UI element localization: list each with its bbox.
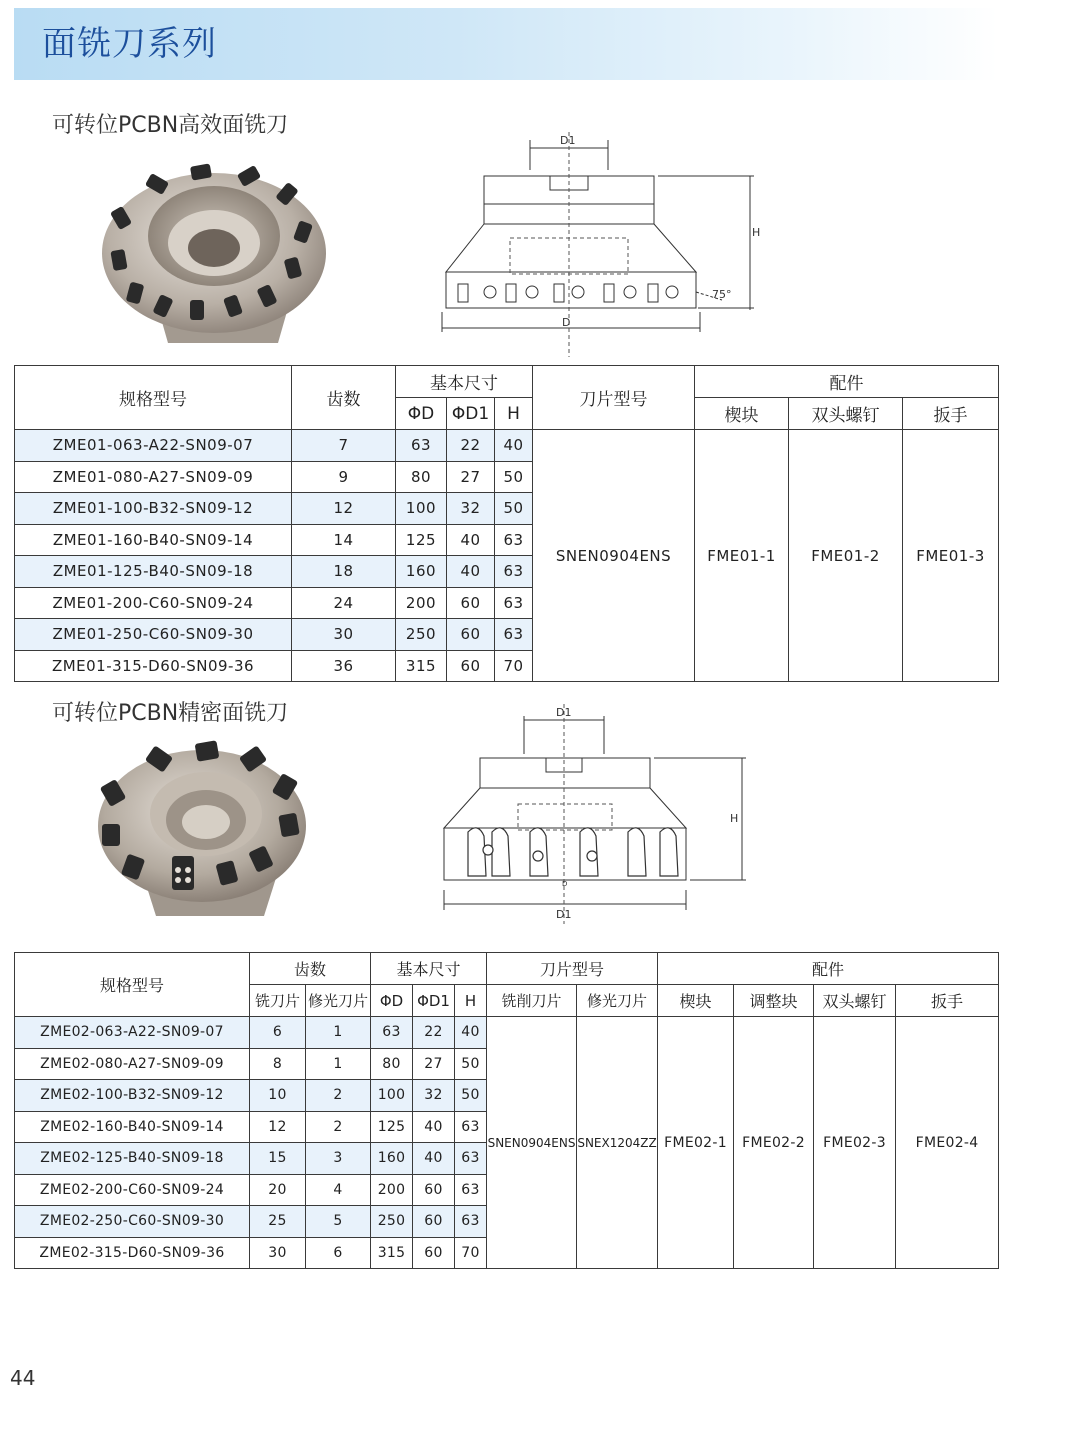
cell-d1: 27	[447, 461, 495, 493]
cell-h: 63	[455, 1111, 487, 1143]
drawing1-label-d1: D1	[560, 134, 576, 147]
cell-model: ZME01-063-A22-SN09-07	[15, 430, 292, 462]
cell-h: 50	[455, 1048, 487, 1080]
header-h: H	[495, 398, 533, 430]
cell-teeth: 7	[292, 430, 396, 462]
cell-wrench: FME01-3	[903, 430, 999, 682]
cell-d: 315	[396, 650, 447, 682]
drawing1-label-angle: 75°	[712, 288, 732, 301]
cell-wiper-insert: SNEX1204ZZ	[577, 1017, 658, 1269]
header-model: 规格型号	[15, 953, 250, 1017]
cell-d: 125	[371, 1111, 413, 1143]
cell-d: 160	[396, 556, 447, 588]
header-wiper-insert-count: 修光刀片	[306, 985, 371, 1017]
cell-model: ZME01-080-A27-SN09-09	[15, 461, 292, 493]
header-h: H	[455, 985, 487, 1017]
header-wedge: 楔块	[658, 985, 734, 1017]
cell-d1: 27	[413, 1048, 455, 1080]
table-row	[15, 1017, 999, 1049]
cell-model: ZME01-160-B40-SN09-14	[15, 524, 292, 556]
header-teeth: 齿数	[292, 366, 396, 430]
cell-model: ZME01-200-C60-SN09-24	[15, 587, 292, 619]
header-insert: 刀片型号	[487, 953, 658, 985]
cell-model: ZME01-100-B32-SN09-12	[15, 493, 292, 525]
cell-h: 50	[495, 493, 533, 525]
header-adjust: 调整块	[734, 985, 814, 1017]
cell-teeth: 24	[292, 587, 396, 619]
cell-wiper-count: 6	[306, 1237, 371, 1269]
cell-d: 250	[396, 619, 447, 651]
cell-d: 63	[371, 1017, 413, 1049]
cell-model: ZME01-250-C60-SN09-30	[15, 619, 292, 651]
cell-model: ZME02-160-B40-SN09-14	[15, 1111, 250, 1143]
cell-model: ZME02-250-C60-SN09-30	[15, 1206, 250, 1238]
cell-model: ZME02-080-A27-SN09-09	[15, 1048, 250, 1080]
cell-d: 200	[371, 1174, 413, 1206]
cell-wedge: FME01-1	[695, 430, 789, 682]
header-phi-d1: ΦD1	[447, 398, 495, 430]
cell-h: 63	[495, 587, 533, 619]
cell-d1: 60	[447, 650, 495, 682]
cell-d: 160	[371, 1143, 413, 1175]
section1-title: 可转位PCBN高效面铣刀	[52, 113, 289, 138]
face-mill-photo-1	[98, 158, 330, 348]
cell-h: 70	[455, 1237, 487, 1269]
cell-d1: 32	[413, 1080, 455, 1112]
header-basic-dims: 基本尺寸	[396, 366, 533, 398]
cell-h: 63	[455, 1174, 487, 1206]
cell-d1: 60	[447, 587, 495, 619]
cell-mill-count: 6	[250, 1017, 306, 1049]
cell-wiper-count: 2	[306, 1111, 371, 1143]
cell-h: 63	[455, 1143, 487, 1175]
table-row	[15, 430, 999, 462]
drawing2-label-d1-top: D1	[556, 706, 572, 719]
cell-d1: 40	[413, 1143, 455, 1175]
cell-d: 100	[371, 1080, 413, 1112]
cell-d1: 40	[447, 524, 495, 556]
section2-title: 可转位PCBN精密面铣刀	[52, 701, 289, 726]
cell-model: ZME02-200-C60-SN09-24	[15, 1174, 250, 1206]
cell-d: 250	[371, 1206, 413, 1238]
cell-screw: FME01-2	[789, 430, 903, 682]
cell-d1: 32	[447, 493, 495, 525]
cell-d: 200	[396, 587, 447, 619]
drawing2-label-d1-bottom: D1	[556, 908, 572, 921]
cell-model: ZME01-125-B40-SN09-18	[15, 556, 292, 588]
cell-d: 63	[396, 430, 447, 462]
cell-d1: 40	[413, 1111, 455, 1143]
cell-d1: 40	[447, 556, 495, 588]
cell-wedge: FME02-1	[658, 1017, 734, 1269]
page-number: 44	[10, 1366, 36, 1390]
technical-drawing-1	[432, 132, 772, 357]
header-screw: 双头螺钉	[814, 985, 896, 1017]
page-title: 面铣刀系列	[42, 24, 217, 64]
header-accessories: 配件	[695, 366, 999, 398]
cell-mill-count: 20	[250, 1174, 306, 1206]
cell-d1: 60	[447, 619, 495, 651]
cell-wrench: FME02-4	[896, 1017, 999, 1269]
cell-h: 50	[455, 1080, 487, 1112]
cell-h: 63	[455, 1206, 487, 1238]
cell-h: 40	[455, 1017, 487, 1049]
cell-h: 63	[495, 524, 533, 556]
cell-h: 63	[495, 619, 533, 651]
cell-teeth: 12	[292, 493, 396, 525]
cell-adjust: FME02-2	[734, 1017, 814, 1269]
cell-teeth: 18	[292, 556, 396, 588]
cell-model: ZME02-315-D60-SN09-36	[15, 1237, 250, 1269]
cell-wiper-count: 1	[306, 1048, 371, 1080]
header-mill-insert: 铣削刀片	[487, 985, 577, 1017]
header-teeth: 齿数	[250, 953, 371, 985]
cell-d1: 60	[413, 1174, 455, 1206]
spec-table-2	[14, 952, 999, 1269]
cell-mill-count: 10	[250, 1080, 306, 1112]
cell-teeth: 30	[292, 619, 396, 651]
header-wedge: 楔块	[695, 398, 789, 430]
header-phi-d: ΦD	[396, 398, 447, 430]
header-mill-insert-count: 铣刀片	[250, 985, 306, 1017]
drawing1-label-d: D	[562, 316, 571, 329]
cell-h: 40	[495, 430, 533, 462]
cell-h: 70	[495, 650, 533, 682]
cell-teeth: 9	[292, 461, 396, 493]
drawing2-label-d: D	[562, 880, 568, 888]
cell-wiper-count: 5	[306, 1206, 371, 1238]
header-accessories: 配件	[658, 953, 999, 985]
cell-d: 100	[396, 493, 447, 525]
cell-d1: 22	[413, 1017, 455, 1049]
cell-mill-count: 25	[250, 1206, 306, 1238]
cell-model: ZME02-100-B32-SN09-12	[15, 1080, 250, 1112]
cell-wiper-count: 3	[306, 1143, 371, 1175]
cell-screw: FME02-3	[814, 1017, 896, 1269]
cell-teeth: 14	[292, 524, 396, 556]
cell-wiper-count: 4	[306, 1174, 371, 1206]
cell-d: 80	[371, 1048, 413, 1080]
drawing2-label-h: H	[730, 812, 739, 825]
header-wrench: 扳手	[896, 985, 999, 1017]
cell-d1: 22	[447, 430, 495, 462]
cell-wiper-count: 2	[306, 1080, 371, 1112]
cell-h: 63	[495, 556, 533, 588]
header-screw: 双头螺钉	[789, 398, 903, 430]
spec-table-1	[14, 365, 999, 682]
technical-drawing-2	[432, 704, 762, 924]
cell-model: ZME01-315-D60-SN09-36	[15, 650, 292, 682]
header-wrench: 扳手	[903, 398, 999, 430]
cell-model: ZME02-063-A22-SN09-07	[15, 1017, 250, 1049]
face-mill-photo-2	[94, 738, 310, 920]
header-basic-dims: 基本尺寸	[371, 953, 487, 985]
cell-d: 125	[396, 524, 447, 556]
header-wiper-insert: 修光刀片	[577, 985, 658, 1017]
header-model: 规格型号	[15, 366, 292, 430]
cell-mill-count: 30	[250, 1237, 306, 1269]
cell-mill-count: 12	[250, 1111, 306, 1143]
cell-wiper-count: 1	[306, 1017, 371, 1049]
cell-d1: 60	[413, 1237, 455, 1269]
cell-d: 80	[396, 461, 447, 493]
cell-mill-count: 15	[250, 1143, 306, 1175]
cell-insert: SNEN0904ENS	[533, 430, 695, 682]
cell-h: 50	[495, 461, 533, 493]
header-insert: 刀片型号	[533, 366, 695, 430]
cell-model: ZME02-125-B40-SN09-18	[15, 1143, 250, 1175]
cell-mill-count: 8	[250, 1048, 306, 1080]
header-phi-d: ΦD	[371, 985, 413, 1017]
cell-mill-insert: SNEN0904ENS	[487, 1017, 577, 1269]
cell-d: 315	[371, 1237, 413, 1269]
cell-d1: 60	[413, 1206, 455, 1238]
drawing1-label-h: H	[752, 226, 761, 239]
header-phi-d1: ΦD1	[413, 985, 455, 1017]
cell-teeth: 36	[292, 650, 396, 682]
